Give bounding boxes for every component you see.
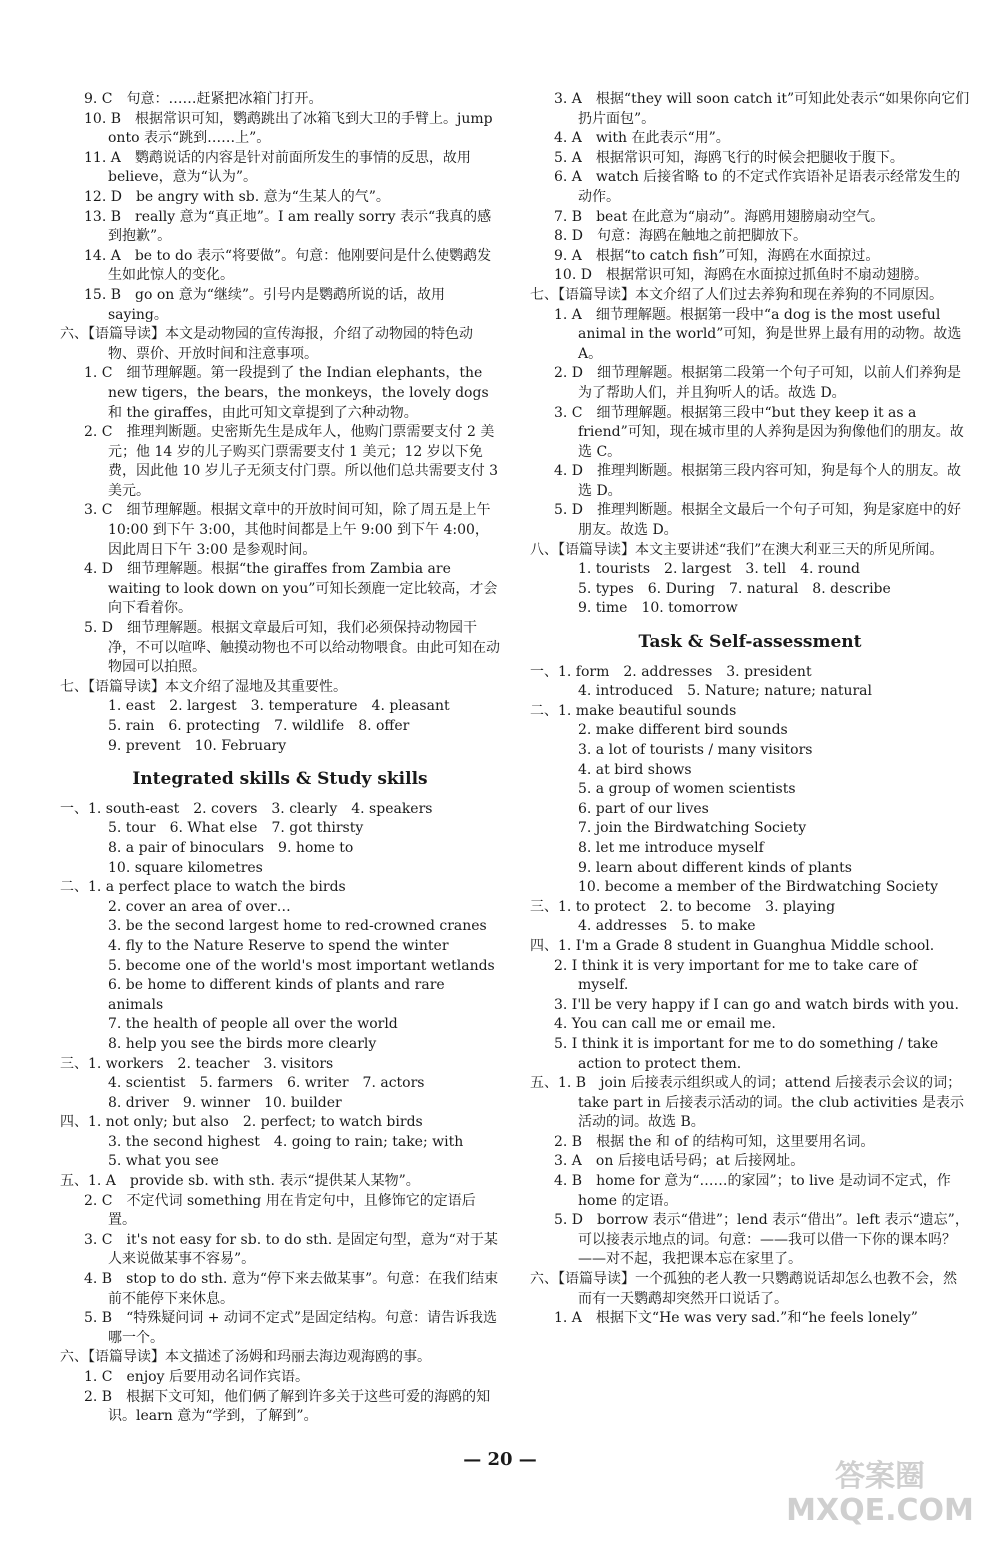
answer-row: 5. types 6. During 7. natural 8. describe [578, 580, 891, 597]
answer-item: 3. C it's not easy for sb. to do sth. 是固定句型，意为“对于某人来说做某事不容易”。 [84, 1231, 498, 1268]
section-entry: 三、1. to protect 2. to become 3. playing [530, 898, 836, 915]
section-entry: 六、【语篇导读】本文描述了汤姆和玛丽去海边观海鸥的事。 [60, 1349, 431, 1366]
answer-row: 3. a lot of tourists / many visitors [578, 742, 813, 758]
answer-row: 4. at bird shows [578, 761, 692, 778]
answer-item: 2. B 根据下文可知，他们俩了解到许多关于这些可爱的海鸥的知识。learn 意为“学到，了解到”。 [84, 1388, 491, 1425]
answer-item: 7. B beat 在此意为“扇动”。海鸥用翅膀扇动空气。 [554, 208, 885, 225]
answer-item: 4. B home for 意为“……的家园”；to live 是动词不定式，作 home 的定语。 [554, 1173, 951, 1209]
answer-item: 2. C 不定代词 something 用在肯定句中，且修饰它的定语后置。 [84, 1192, 476, 1229]
answer-item: 4. D 细节理解题。根据“the giraffes from Zambia are waiting to look down on you”可知长颈鹿一定比较高，才会向下看着你。 [84, 561, 498, 617]
answer-item: 3. A on 后接电话号码；at 后接网址。 [554, 1153, 805, 1170]
answer-item: 13. B really 意为“真正地”。I am really sorry 表示“我真的感到抱歉”。 [84, 208, 492, 245]
section-entry: 七、【语篇导读】本文介绍了湿地及其重要性。 [60, 678, 347, 695]
answer-row: 3. be the second largest home to red-crowned cranes [108, 918, 487, 935]
answer-item: 3. C 细节理解题。根据第三段中“but they keep it as a friend”可知，现在城市里的人养狗是因为狗像他们的朋友。故选 C。 [554, 404, 964, 460]
answer-item: 1. A 根据下文“He was very sad.”和“he feels lonely” [554, 1310, 918, 1327]
answer-item: 3. I'll be very happy if I can go and watch birds with you. [554, 996, 959, 1013]
answer-item: 4. A with 在此表示“用”。 [554, 130, 730, 147]
answer-row: 1. east 2. largest 3. temperature 4. pleasant [108, 698, 450, 715]
answer-row: 7. join the Birdwatching Society [578, 820, 807, 837]
answer-row: 4. introduced 5. Nature; nature; natural [578, 683, 872, 700]
answer-item: 3. A 根据“they will soon catch it”可知此处表示“如果你向它们扔片面包”。 [554, 91, 970, 127]
answer-item: 1. C enjoy 后要用动名词作宾语。 [84, 1369, 309, 1385]
section-entry: 四、1. I'm a Grade 8 student in Guanghua Middle school. [530, 937, 935, 954]
answer-item: 6. A watch 后接省略 to 的不定式作宾语补足语表示经常发生的动作。 [554, 169, 961, 205]
answer-row: 5. tour 6. What else 7. got thirsty [108, 820, 364, 837]
answer-row: 5. become one of the world's most important wetlands [108, 957, 495, 974]
section-heading: Task & Self-assessment [638, 632, 862, 653]
section-entry: 一、1. form 2. addresses 3. president [530, 663, 812, 680]
answer-row: 2. make different bird sounds [578, 722, 788, 739]
answer-item: 9. A 根据“to catch fish”可知，海鸥在水面掠过。 [554, 247, 880, 264]
answer-item: 2. C 推理判断题。史密斯先生是成年人，他购门票需要支付 2 美元；他 14 岁的儿子购买门票需要支付 1 美元；12 岁以下免费，因此他 10 岁儿子无须支付门票。所以他们总共需要支付 3 美元。 [84, 424, 499, 499]
answer-row: 4. scientist 5. farmers 6. writer 7. actors [108, 1075, 425, 1092]
watermark-logo [780, 1460, 980, 1530]
section-entry: 四、1. not only; but also 2. perfect; to watch birds [60, 1114, 423, 1131]
answer-item: 5. I think it is important for me to do something / take action to protect them. [554, 1035, 939, 1072]
answer-item: 5. B “特殊疑问词 + 动词不定式”是固定结构。句意：请告诉我选哪一个。 [84, 1310, 498, 1346]
answer-item: 2. I think it is very important for me to take care of myself. [554, 957, 918, 994]
answer-item: 8. D 句意：海鸥在触地之前把脚放下。 [554, 228, 808, 245]
answer-item: 5. D borrow 表示“借进”；lend 表示“借出”。left 表示“遗忘”，可以接表示地点的词。句意：——我可以借一下你的课本吗？——对不起，我把课本忘在家里了。 [554, 1212, 969, 1268]
answer-row: 9. time 10. tomorrow [578, 600, 738, 617]
answer-item: 4. D 推理判断题。根据第三段内容可知，狗是每个人的朋友。故选 D。 [554, 463, 962, 499]
answer-row: 8. help you see the birds more clearly [108, 1035, 377, 1052]
section-entry: 六、【语篇导读】本文是动物园的宣传海报，介绍了动物园的特色动物、票价、开放时间和注意事项。 [60, 326, 473, 362]
section-entry: 一、1. south-east 2. covers 3. clearly 4. speakers [60, 800, 433, 817]
section-entry: 二、1. a perfect place to watch the birds [60, 879, 346, 896]
answer-row: 6. be home to different kinds of plants and rare animals [108, 977, 445, 1013]
answer-row: 7. the health of people all over the world [108, 1016, 398, 1033]
answer-row: 5. rain 6. protecting 7. wildlife 8. offer [108, 718, 410, 734]
answer-row: 6. part of our lives [578, 800, 709, 817]
answer-item: 12. D be angry with sb. 意为“生某人的气”。 [84, 188, 390, 205]
answer-row: 8. let me introduce myself [578, 839, 764, 856]
answer-item: 1. C 细节理解题。第一段提到了 the Indian elephants，the new tigers，the bears，the monkeys，the lovely dogs 和 the giraffes，由此可知文章提到了六种动物。 [84, 365, 489, 421]
answer-item: 14. A be to do 表示“将要做”。句意：他刚要问是什么使鹦鹉发生如此惊人的变化。 [84, 247, 492, 284]
left-column [60, 90, 500, 1427]
section-heading: Integrated skills & Study skills [132, 769, 428, 790]
section-entry: 二、1. make beautiful sounds [530, 702, 737, 719]
answer-row: 9. learn about different kinds of plants [578, 859, 852, 876]
watermark-url: MXQE.COM [786, 1493, 974, 1528]
section-entry: 八、【语篇导读】本文主要讲述“我们”在澳大利亚三天的所见所闻。 [530, 541, 944, 558]
right-column [530, 90, 970, 1329]
answer-item: 5. A 根据常识可知，海鸥飞行的时候会把腿收于腹下。 [554, 149, 904, 166]
answer-item: 9. C 句意：……赶紧把冰箱门打开。 [84, 91, 323, 107]
answer-row: 5. a group of women scientists [578, 781, 796, 798]
answer-item: 1. A 细节理解题。根据第一段中“a dog is the most useful animal in the world”可知，狗是世界上最有用的动物。故选 A。 [554, 306, 962, 362]
page-number: — 20 — [463, 1449, 537, 1470]
answer-row: 9. prevent 10. February [108, 737, 287, 754]
watermark-text: 答案圈 [835, 1459, 925, 1494]
section-entry: 五、1. A provide sb. with sth. 表示“提供某人某物”。 [60, 1173, 420, 1190]
section-entry: 六、【语篇导读】一个孤独的老人教一只鹦鹉说话却怎么也教不会，然而有一天鹦鹉却突然开口说话了。 [530, 1271, 957, 1307]
answer-row: 5. what you see [108, 1153, 219, 1170]
answer-row: 8. driver 9. winner 10. builder [108, 1094, 342, 1111]
answer-row: 2. cover an area of over… [108, 898, 291, 915]
answer-item: 10. B 根据常识可知，鹦鹉跳出了冰箱飞到大卫的手臂上。jump onto 表示“跳到……上”。 [84, 110, 493, 147]
answer-row: 4. addresses 5. to make [578, 918, 756, 935]
answer-item: 5. D 推理判断题。根据全文最后一个句子可知，狗是家庭中的好朋友。故选 D。 [554, 502, 962, 539]
section-entry: 三、1. workers 2. teacher 3. visitors [60, 1055, 334, 1072]
answer-item: 5. D 细节理解题。根据文章最后可知，我们必须保持动物园干净，不可以喧哗、触摸动物也不可以给动物喂食。由此可知在动物园可以拍照。 [84, 620, 500, 676]
answer-item: 2. B 根据 the 和 of 的结构可知，这里要用名词。 [554, 1133, 875, 1150]
answer-item: 15. B go on 意为“继续”。引号内是鹦鹉所说的话，故用 saying。 [84, 286, 446, 323]
answer-row: 8. a pair of binoculars 9. home to [108, 839, 354, 856]
answer-row: 4. fly to the Nature Reserve to spend the winter [108, 937, 449, 954]
section-entry: 七、【语篇导读】本文介绍了人们过去养狗和现在养狗的不同原因。 [530, 286, 943, 303]
section-entry: 五、1. B join 后接表示组织或人的词；attend 后接表示会议的词；take part in 后接表示活动的词。the club activities 是表示活动的词。故选 B。 [530, 1075, 965, 1131]
answer-row: 10. become a member of the Birdwatching Society [578, 879, 939, 896]
answer-row: 3. the second highest 4. going to rain; take; with [108, 1133, 464, 1150]
answer-row: 10. square kilometres [108, 859, 263, 876]
answer-item: 4. You can call me or email me. [554, 1016, 776, 1033]
answer-item: 4. B stop to do sth. 意为“停下来去做某事”。句意：在我们结束前不能停下来休息。 [84, 1271, 499, 1307]
answer-item: 11. A 鹦鹉说话的内容是针对前面所发生的事情的反思，故用 believe，意为“认为”。 [84, 149, 471, 186]
answer-item: 2. D 细节理解题。根据第二段第一个句子可知，以前人们养狗是为了帮助人们，并且狗听人的话。故选 D。 [554, 365, 962, 401]
answer-item: 3. C 细节理解题。根据文章中的开放时间可知，除了周五是上午 10:00 到下午 3:00，其他时间都是上午 9:00 到下午 4:00，因此周日下午 3:00 是参观时间。 [84, 502, 491, 558]
answer-row: 1. tourists 2. largest 3. tell 4. round [578, 561, 861, 578]
answer-item: 10. D 根据常识可知，海鸥在水面掠过抓鱼时不扇动翅膀。 [554, 267, 928, 284]
